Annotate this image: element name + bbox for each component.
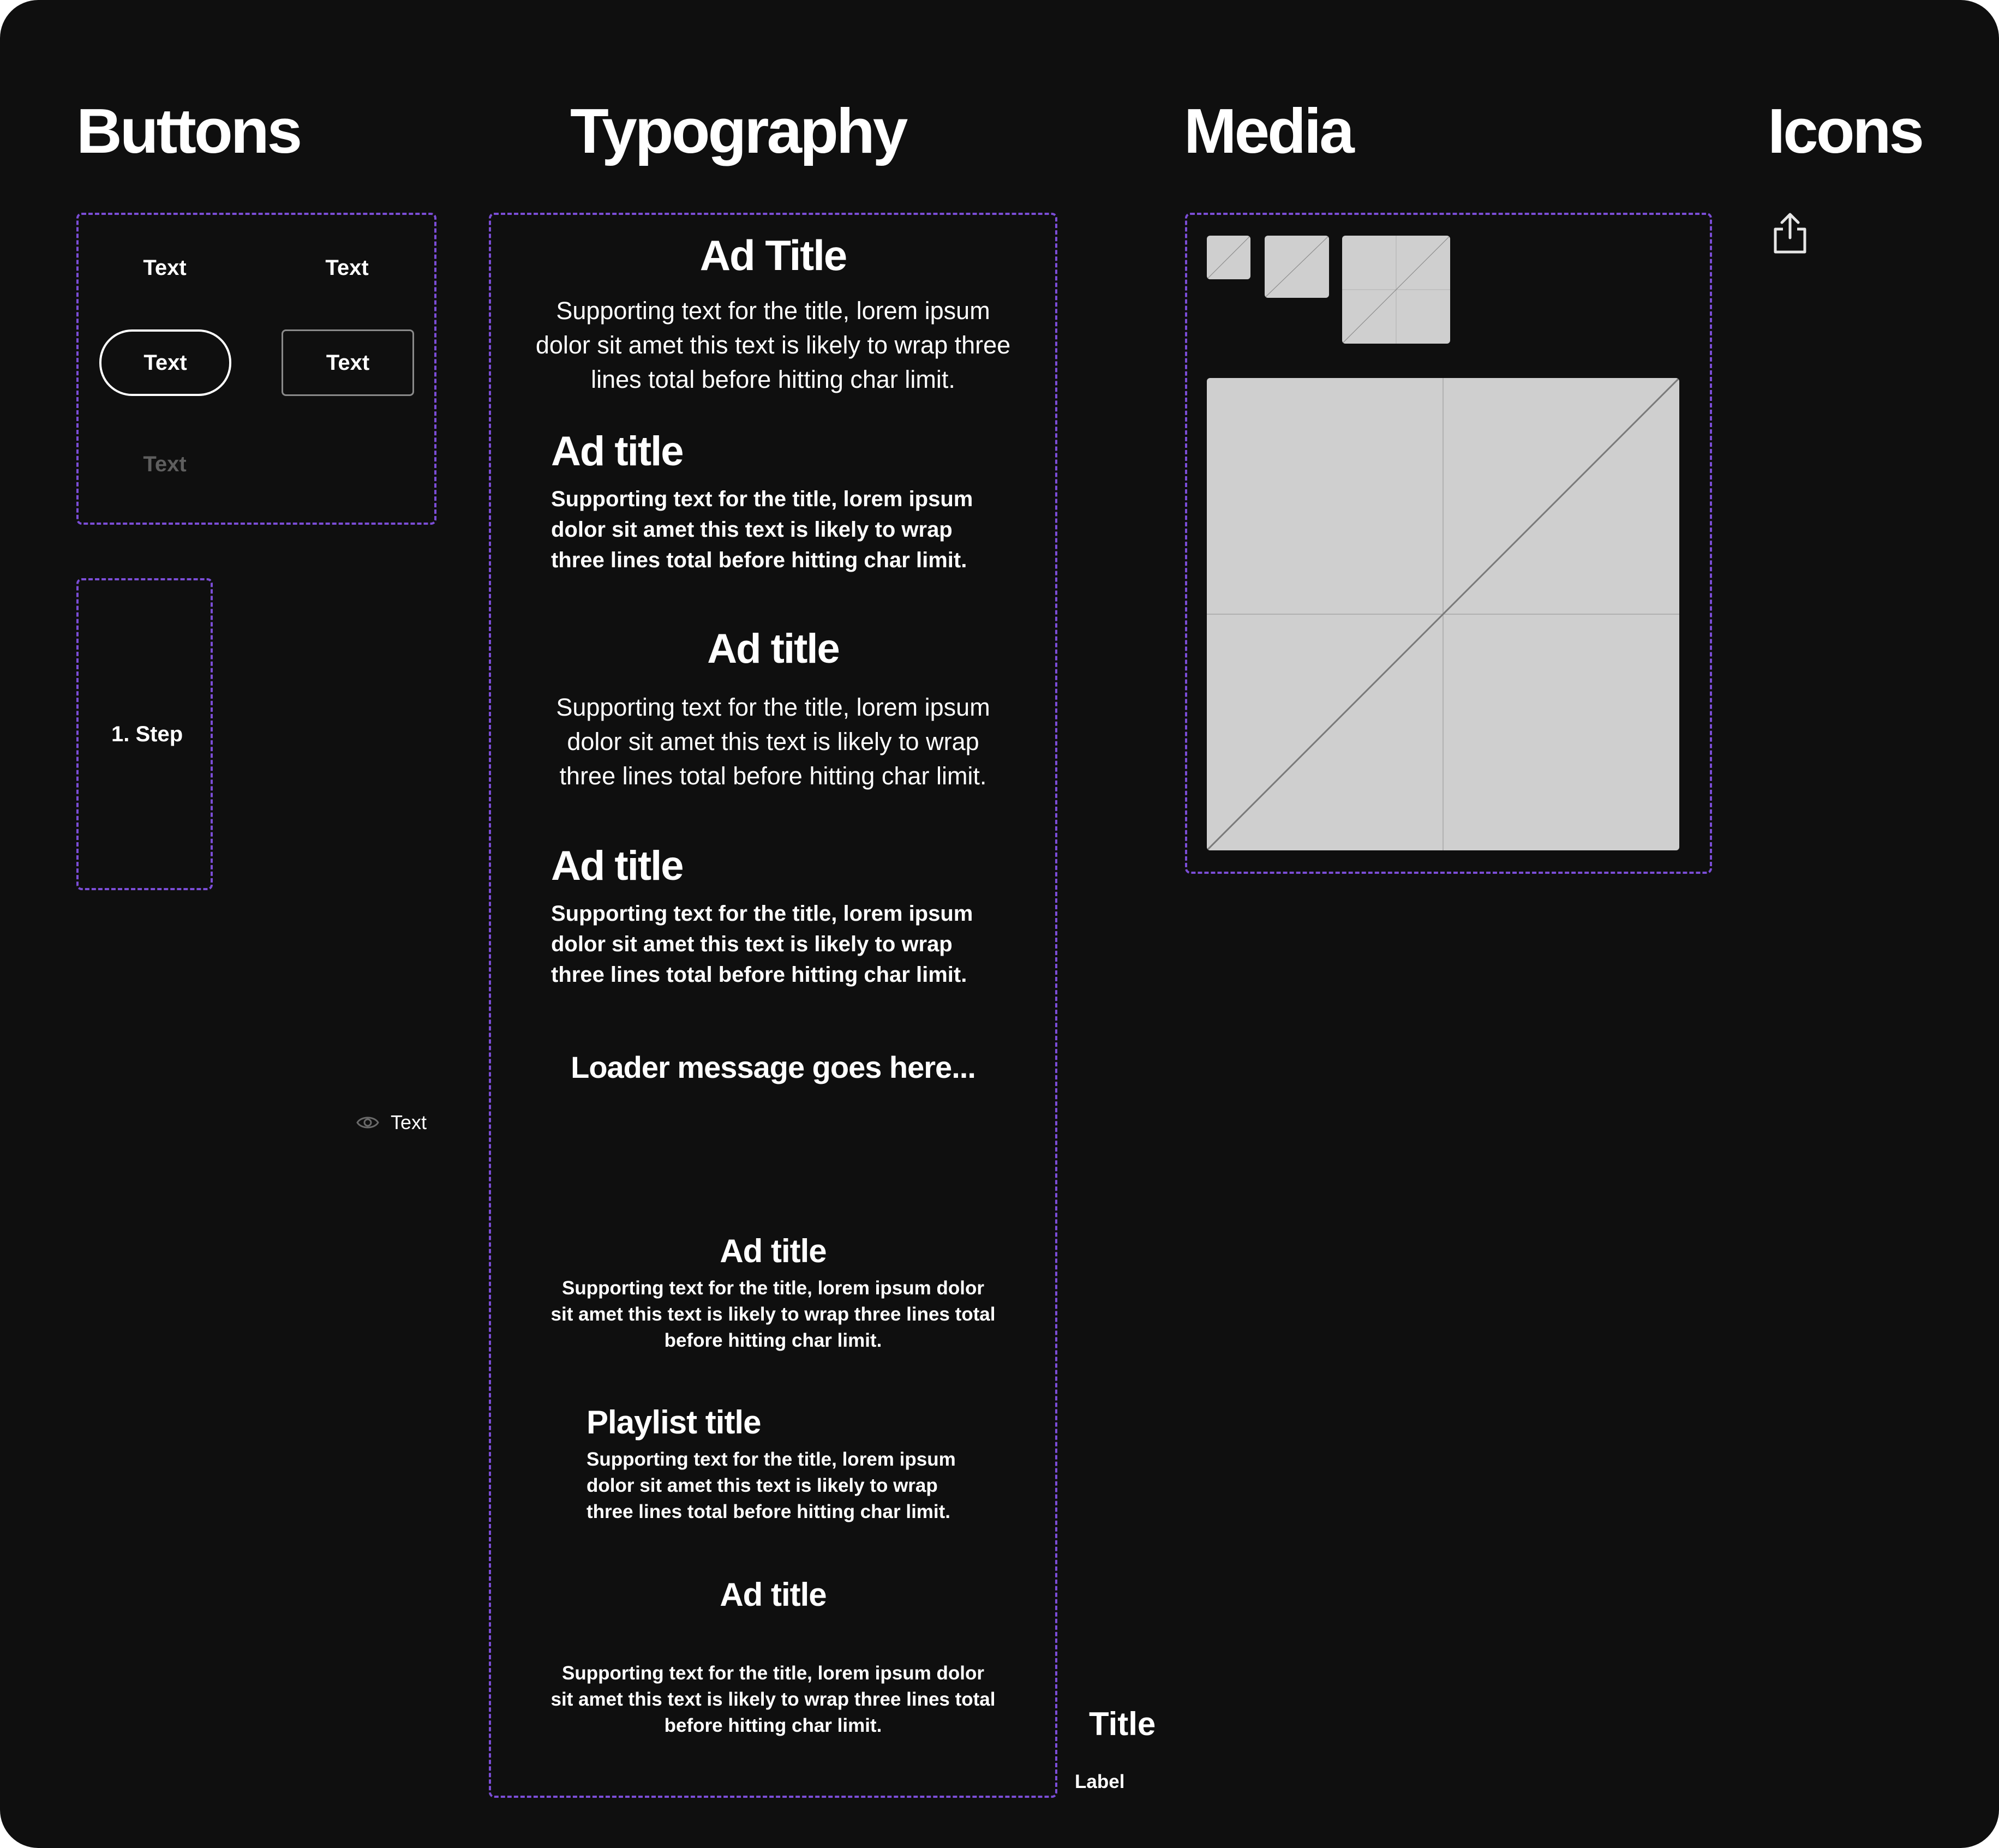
text-button-primary[interactable]: Text xyxy=(143,256,187,280)
ad-title-large: Ad Title xyxy=(699,231,847,279)
share-icon[interactable] xyxy=(1771,212,1809,255)
section-title-typography: Typography xyxy=(570,95,906,166)
image-placeholder-sm xyxy=(1265,236,1329,298)
ad-body-line: dolor sit amet this text is likely to wrap xyxy=(551,932,953,956)
side-label: Label xyxy=(1075,1771,1125,1792)
outline-button[interactable]: Text xyxy=(282,329,414,396)
ad-title: Ad title xyxy=(551,428,683,475)
ad-body-line: Supporting text for the title, lorem ipsum xyxy=(551,902,973,926)
ad-title-centered: Ad title xyxy=(707,626,839,672)
ad-body-line: Supporting text for the title, lorem ipsum xyxy=(551,487,973,511)
ad-body-line: lines total before hitting char limit. xyxy=(591,365,955,393)
ad-body-line: before hitting char limit. xyxy=(664,1330,882,1351)
playlist-body-line: Supporting text for the title, lorem ipsum xyxy=(586,1449,956,1470)
text-button-secondary[interactable]: Text xyxy=(325,256,369,280)
ad-body-line: Supporting text for the title, lorem ipsum dolor xyxy=(562,1277,984,1299)
ad-body-line: sit amet this text is likely to wrap three lines total xyxy=(550,1689,996,1710)
section-title-media: Media xyxy=(1184,95,1352,166)
ad-body-line: Supporting text for the title, lorem ipsum dolor xyxy=(562,1663,984,1684)
disabled-button: Text xyxy=(143,452,187,476)
ad-body-line: three lines total before hitting char limit. xyxy=(551,548,967,572)
image-placeholder-lg xyxy=(1207,378,1679,850)
playlist-body-line: dolor sit amet this text is likely to wrap xyxy=(586,1475,938,1496)
ad-body-line: before hitting char limit. xyxy=(664,1715,882,1736)
ad-body-line: dolor sit amet this text is likely to wrap xyxy=(551,518,953,542)
pill-button[interactable]: Text xyxy=(99,329,231,396)
step-label: 1. Step xyxy=(111,722,183,746)
eye-icon[interactable] xyxy=(356,1113,380,1132)
side-title: Title xyxy=(1089,1706,1156,1742)
ad-title-small: Ad title xyxy=(720,1233,827,1269)
section-title-buttons: Buttons xyxy=(76,95,301,166)
playlist-body-line: three lines total before hitting char limit. xyxy=(586,1501,951,1522)
loader-message: Loader message goes here... xyxy=(571,1050,975,1084)
ad-body-line: dolor sit amet this text is likely to wrap three xyxy=(535,331,1011,359)
section-title-icons: Icons xyxy=(1768,95,1922,166)
eye-toggle-label[interactable]: Text xyxy=(391,1111,427,1133)
ad-body-line: three lines total before hitting char limit. xyxy=(559,762,987,790)
ad-title: Ad title xyxy=(551,843,683,889)
ad-title-small: Ad title xyxy=(720,1576,827,1613)
playlist-title: Playlist title xyxy=(586,1404,761,1441)
ad-body-line: dolor sit amet this text is likely to wrap xyxy=(567,728,979,755)
ad-body-line: Supporting text for the title, lorem ipsum xyxy=(556,693,990,721)
ad-body-line: sit amet this text is likely to wrap three lines total xyxy=(550,1304,996,1325)
ad-body-line: three lines total before hitting char limit. xyxy=(551,963,967,987)
image-placeholder-xs xyxy=(1207,236,1250,279)
image-placeholder-md xyxy=(1342,236,1450,344)
ad-body-line: Supporting text for the title, lorem ipsum xyxy=(556,297,990,325)
